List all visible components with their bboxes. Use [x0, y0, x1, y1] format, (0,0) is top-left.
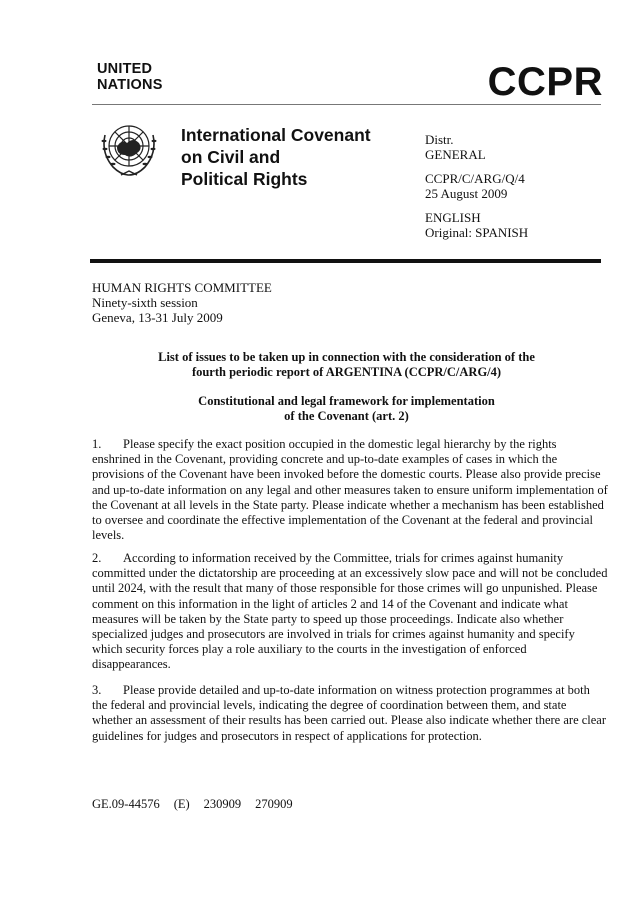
original-language: Original: SPANISH: [425, 225, 529, 240]
footer-date-1: 230909: [203, 797, 242, 811]
org-name: [97, 61, 163, 93]
covenant-title: [181, 124, 371, 190]
distr-label: Distr.: [425, 132, 454, 147]
paragraph-3: [92, 683, 608, 744]
section-heading-line2: of the Covenant (art. 2): [284, 409, 409, 423]
document-date: 25 August 2009: [425, 186, 508, 201]
paragraph-2: [92, 551, 608, 673]
paragraph-text: Please provide detailed and up-to-date information on witness protection programmes at both the federal and provincial levels, indicating the degree of coordination between them, and state whether an assessment of their results has been carried out. Please also indicate whether there are clear guidelines for judges and prosecutors in respect of applications for protection.: [92, 683, 607, 743]
distribution-block: [425, 132, 528, 249]
org-name-line2: NATIONS: [97, 77, 163, 93]
header-divider: [92, 104, 601, 105]
committee-location-dates: Geneva, 13-31 July 2009: [92, 310, 223, 325]
committee-info: [92, 280, 272, 325]
covenant-title-line3: Political Rights: [181, 169, 308, 189]
section-heading: [92, 394, 601, 424]
language-code: (E): [173, 797, 190, 811]
org-name-line1: UNITED: [97, 61, 153, 77]
header-thick-divider: [90, 259, 601, 263]
footer-job-number: [92, 797, 307, 812]
distr-value: GENERAL: [425, 147, 486, 162]
paragraph-number: 1.: [92, 437, 102, 451]
paragraph-number: 3.: [92, 683, 102, 697]
covenant-title-line2: on Civil and: [181, 147, 281, 167]
document-main-heading: [92, 350, 601, 380]
committee-session: Ninety-sixth session: [92, 295, 198, 310]
section-heading-line1: Constitutional and legal framework for implementation: [198, 394, 495, 408]
paragraph-text: Please specify the exact position occupied in the domestic legal hierarchy by the rights enshrined in the Covenant, providing concrete and up-to-date examples of cases in which the provisions of the Covenant have been invoked before the domestic courts. Please also provide precise and up-to-date information on any legal and other measures taken to ensure uniform implementation of the Covenant at all levels in the State party. Please indicate whether a mechanism has been established to oversee and coordinate the effective implementation of the Covenant at the federal and provincial levels.: [92, 437, 608, 543]
covenant-title-line1: International Covenant: [181, 125, 371, 145]
series-code: CCPR: [487, 60, 603, 104]
job-number: GE.09-44576: [92, 797, 160, 811]
paragraph-1: [92, 437, 608, 543]
un-emblem-icon: [97, 117, 161, 181]
footer-date-2: 270909: [255, 797, 293, 811]
document-symbol: CCPR/C/ARG/Q/4: [425, 171, 525, 186]
document-language: ENGLISH: [425, 210, 481, 225]
main-heading-line1: List of issues to be taken up in connection with the consideration of the: [158, 350, 535, 364]
committee-name: HUMAN RIGHTS COMMITTEE: [92, 280, 272, 295]
paragraph-text: According to information received by the Committee, trials for crimes against humanity committed under the dictatorship are proceeding at an excessively slow pace and will not be concluded until 2024, with the result that many of those responsible for those crimes will go unpunished. Please comment on this information in the light of articles 2 and 14 of the Covenant and indicate what measures will be taken by the State party to speed up those proceedings. Indicate also whether specialized judges and prosecutors are involved in trials for crimes against humanity and specify which security forces play a role auxiliary to the courts in the investigation of enforced disappearances.: [92, 551, 608, 672]
paragraph-number: 2.: [92, 551, 102, 565]
main-heading-line2: fourth periodic report of ARGENTINA (CCPR/C/ARG/4): [191, 365, 502, 379]
